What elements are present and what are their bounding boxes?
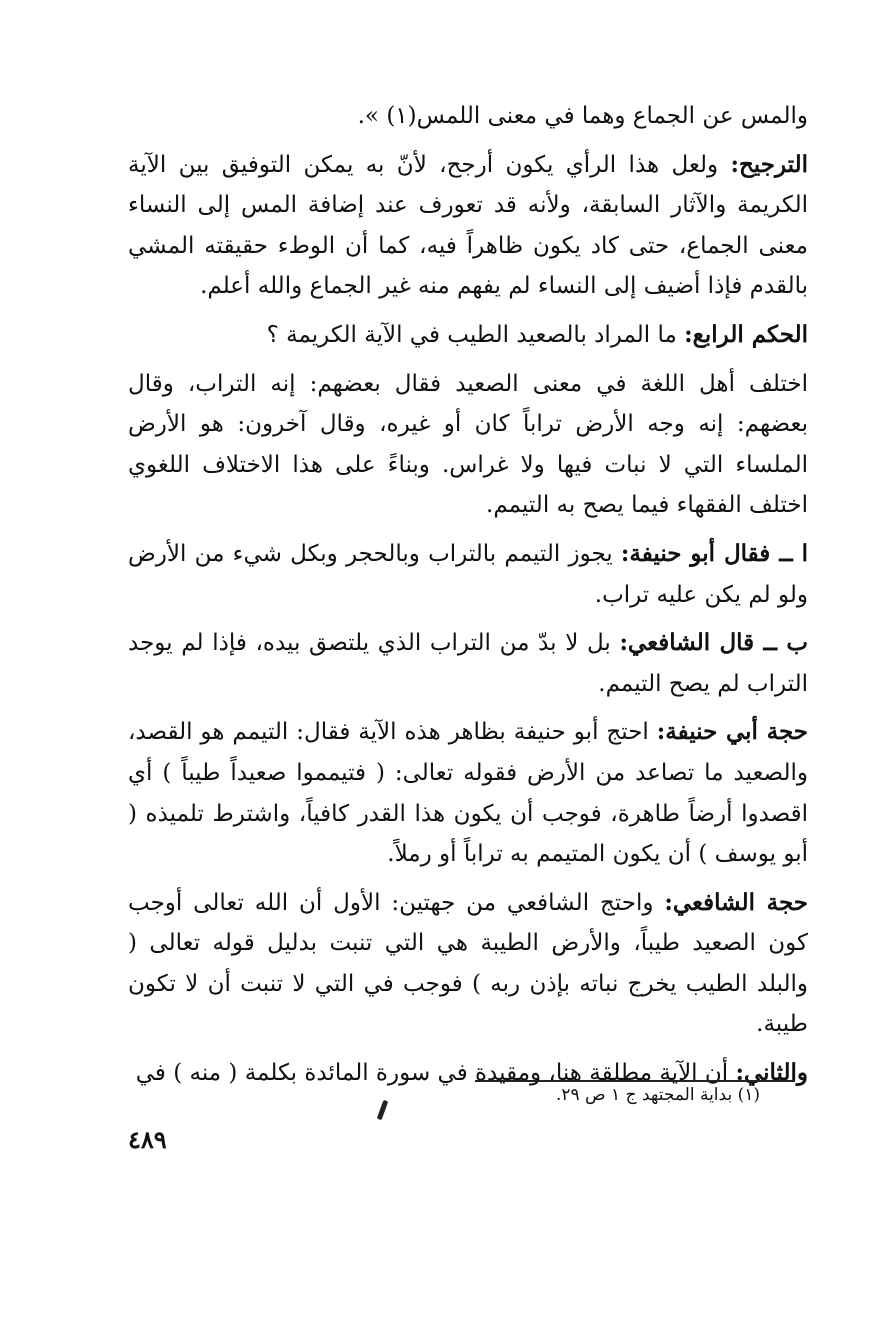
paragraph [128, 145, 808, 307]
paragraph [128, 883, 808, 1045]
paragraph-lead: حجة أبي حنيفة: [656, 718, 809, 746]
paragraph-lead: والثاني: [735, 1059, 808, 1087]
paragraph [128, 364, 808, 526]
paragraph-lead: الترجيح: [730, 150, 808, 178]
paragraph-lead: حجة الشافعي: [664, 888, 809, 916]
paragraph-body: اختلف أهل اللغة في معنى الصعيد فقال بعضهم: إنه التراب، وقال بعضهم: إنه وجه الأرض تراباً كان أو غيره، وقال آخرون: هو الأرض الملساء التي لا نبات فيها ولا غراس. وبناءً على هذا الاختلاف اللغوي اختلف الفقهاء فيما يصح به التيمم. [128, 370, 808, 519]
paragraph-lead: ا ــ فقال أبو حنيفة: [620, 539, 808, 567]
paragraph [128, 315, 808, 356]
paragraph-body: احتج أبو حنيفة بظاهر هذه الآية فقال: التيمم هو القصد، والصعيد ما تصاعد من الأرض فقوله تعالى: ( فتيمموا صعيداً طيباً ) أي اقصدوا أرضاً طاهرة، فوجب أن يكون هذا القدر كافياً، واشترط تلميذه ( أبو يوسف ) أن يكون المتيمم به تراباً أو رملاً. [128, 719, 808, 868]
paragraph-lead: ب ــ قال الشافعي: [619, 629, 808, 657]
footnote-separator [475, 1080, 795, 1082]
paragraph [128, 623, 808, 704]
page-number: ٤٨٩ [128, 1125, 167, 1154]
paragraph-body: والمس عن الجماع وهما في معنى اللمس(١) ». [357, 103, 808, 129]
paragraph-lead: الحكم الرابع: [684, 320, 808, 348]
paragraph-body: يجوز التيمم بالتراب وبالحجر وبكل شيء من الأرض ولو لم يكن عليه تراب. [128, 540, 808, 608]
paragraph-body: أن الآية مطلقة هنا، ومقيدة في سورة المائدة بكلمة ( منه ) في [135, 1060, 736, 1087]
main-text [128, 96, 808, 1094]
paragraph-body: ما المراد بالصعيد الطيب في الآية الكريمة ؟ [266, 321, 685, 348]
paragraph [128, 534, 808, 615]
paragraph-body: ولعل هذا الرأي يكون أرجح، لأنّ به يمكن التوفيق بين الآية الكريمة والآثار السابقة، ولأنه قد تعورف عند إضافة المس إلى النساء معنى الجماع، حتى كاد يكون ظاهراً فيه، كما أن الوطء حقيقته المشي بالقدم فإذا أضيف إلى النساء لم يفهم منه غير الجماع والله أعلم. [128, 151, 808, 300]
paragraph [128, 96, 808, 137]
footnote: (١) بداية المجتهد ج ١ ص ٢٩. [555, 1085, 760, 1105]
paragraph-body: واحتج الشافعي من جهتين: الأول أن الله تعالى أوجب كون الصعيد طيباً، والأرض الطيبة هي التي تنبت بدليل قوله تعالى ( والبلد الطيب يخرج نباته بإذن ربه ) فوجب في التي لا تنبت أن لا تكون طيبة. [128, 889, 808, 1038]
paragraph-body: بل لا بدّ من التراب الذي يلتصق بيده، فإذا لم يوجد التراب لم يصح التيمم. [128, 630, 808, 697]
paragraph [128, 712, 808, 874]
